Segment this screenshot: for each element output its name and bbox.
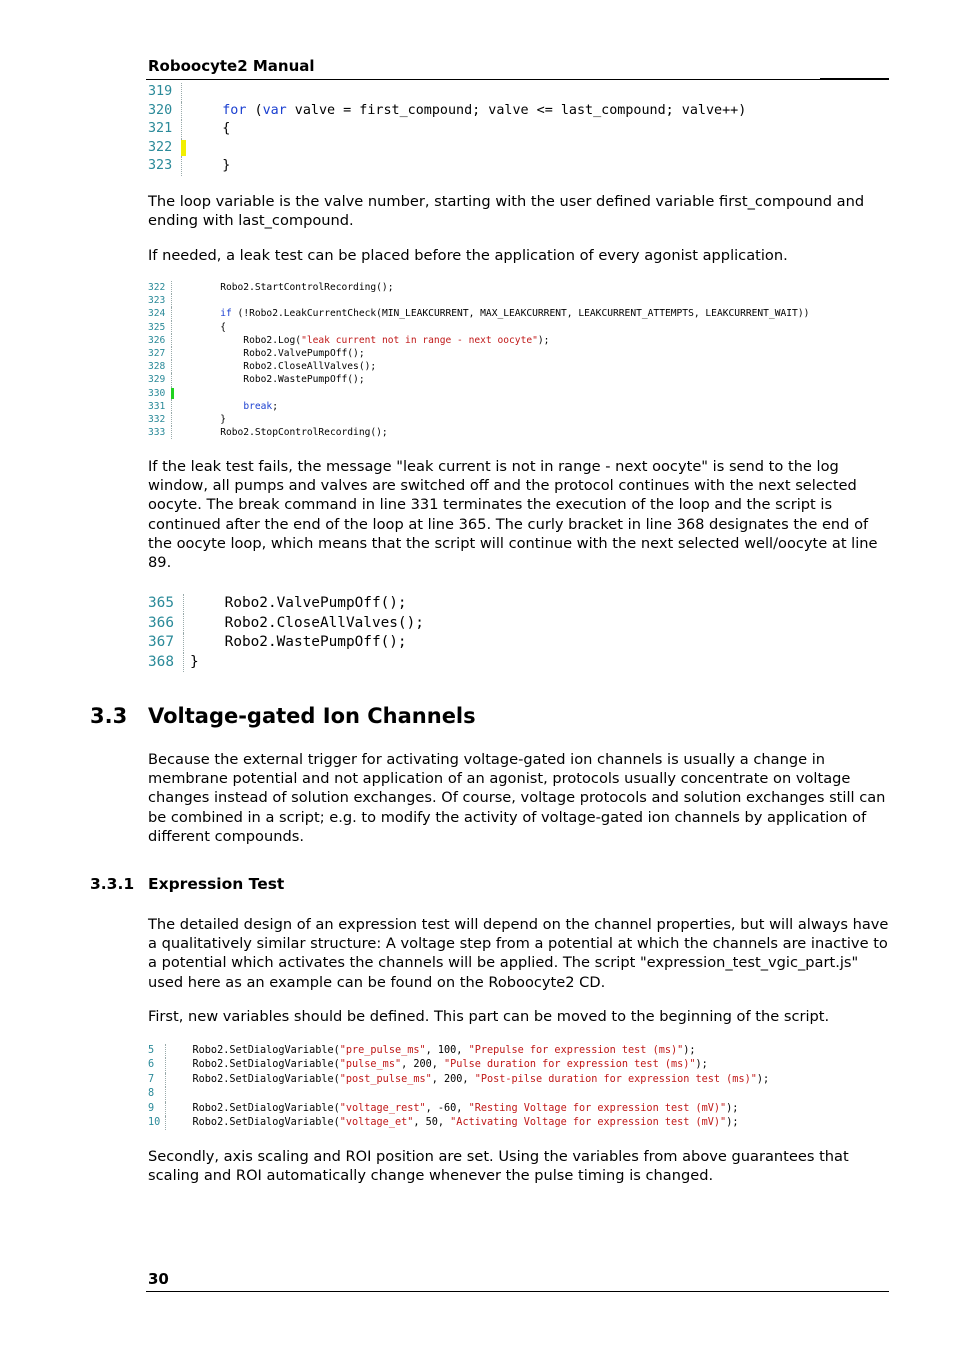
code-line xyxy=(148,139,746,158)
code-line xyxy=(148,633,424,653)
code-line xyxy=(148,387,809,400)
line-number: 322 xyxy=(148,282,166,293)
line-number: 5 xyxy=(148,1045,155,1056)
code-text: { xyxy=(190,121,231,136)
gutter-separator xyxy=(183,594,190,614)
gutter-separator xyxy=(183,653,190,673)
code-line xyxy=(148,1058,769,1072)
code-text: } xyxy=(190,653,199,670)
code-text: Robo2.Log("leak current not in range - next oocyte"); xyxy=(174,334,550,346)
line-number: 319 xyxy=(148,84,173,99)
paragraph-expression-test: The detailed design of an expression test will depend on the channel properties, but will always have a qualitatively similar structure: A voltage step from a potential at which the channels are inactive to a potential which activates the channels will be applied. The script "expression_test_vgic_part.js" used here as an example can be found on the Roboocyte2 CD. xyxy=(148,916,889,991)
code-line xyxy=(148,120,746,139)
gutter-separator xyxy=(181,83,190,102)
paragraph-leak-test-intro: If needed, a leak test can be placed before the application of every agonist application. xyxy=(148,247,788,264)
gutter-separator xyxy=(181,102,190,121)
paragraph-axis-scaling: Secondly, axis scaling and ROI position are set. Using the variables from above guarantees that scaling and ROI automatically change whenever the pulse timing is changed. xyxy=(148,1148,849,1185)
line-number: 331 xyxy=(148,400,166,412)
line-number: 367 xyxy=(148,634,174,650)
code-text: Robo2.SetDialogVariable("voltage_rest", -60, "Resting Voltage for expression test (mV)"); xyxy=(168,1102,739,1114)
code-line xyxy=(148,1073,769,1087)
paragraph-define-variables: First, new variables should be defined. This part can be moved to the beginning of the script. xyxy=(148,1008,830,1025)
code-text: Robo2.SetDialogVariable("voltage_et", 50, "Activating Voltage for expression test (mV)"); xyxy=(168,1117,739,1129)
code-line xyxy=(148,653,424,673)
line-number: 332 xyxy=(148,414,166,426)
code-line xyxy=(148,413,809,426)
code-line xyxy=(148,1044,769,1058)
code-line xyxy=(148,594,424,614)
code-text: break; xyxy=(243,400,278,412)
code-line xyxy=(148,281,809,294)
code-text: } xyxy=(174,414,226,426)
code-text: Robo2.SetDialogVariable("pulse_ms", 200, "Pulse duration for expression test (ms)"); xyxy=(168,1059,708,1071)
line-number: 325 xyxy=(148,321,166,333)
code-block-dialog-variables xyxy=(148,1044,769,1130)
line-number: 7 xyxy=(148,1073,155,1085)
code-text: Robo2.StopControlRecording(); xyxy=(174,427,388,439)
line-number: 328 xyxy=(148,361,166,373)
code-line xyxy=(148,360,809,373)
code-block-loop-end xyxy=(148,594,424,672)
code-text: Robo2.SetDialogVariable("post_pulse_ms", 200, "Post-pilse duration for expression test (ms)"); xyxy=(168,1073,770,1085)
subsection-number: 3.3.1 xyxy=(90,875,135,893)
code-text: Robo2.CloseAllValves(); xyxy=(190,614,424,631)
section-heading-3-3-1 xyxy=(90,875,284,893)
line-number: 10 xyxy=(148,1117,161,1129)
code-line xyxy=(148,334,809,347)
header-rule-accent xyxy=(820,78,889,80)
gutter-separator xyxy=(181,157,190,176)
line-number: 366 xyxy=(148,614,174,631)
code-line xyxy=(148,1087,769,1101)
section-number: 3.3 xyxy=(90,704,128,728)
code-line xyxy=(148,307,809,320)
code-line xyxy=(148,102,746,121)
code-line xyxy=(148,294,809,307)
line-number: 365 xyxy=(148,595,174,611)
gutter-separator xyxy=(183,614,190,634)
code-text: { xyxy=(174,321,226,333)
code-text: Robo2.SetDialogVariable("pre_pulse_ms", 100, "Prepulse for expression test (ms)"); xyxy=(168,1045,696,1056)
code-text: Robo2.WastePumpOff(); xyxy=(190,634,407,650)
code-block-leak-test xyxy=(148,281,809,439)
line-number: 8 xyxy=(148,1088,155,1100)
gutter-separator xyxy=(171,294,174,307)
code-line xyxy=(148,426,809,439)
paragraph-leak-test-explanation: If the leak test fails, the message "leak current is not in range - next oocyte" is send to the log window, all pumps and valves are switched off and the protocol continues with the next selected oocyte. The break command in line 331 terminates the execution of the loop and the script is continued after the end of the loop at line 365. The curly bracket in line 368 designates the end of the oocyte loop, which means that the script will continue with the next selected well/oocyte at line 89. xyxy=(148,458,878,572)
paragraph-loop-variable: The loop variable is the valve number, starting with the user defined variable first_compound and ending with last_compound. xyxy=(148,193,865,230)
line-number: 322 xyxy=(148,139,173,155)
section-heading-3-3 xyxy=(90,704,476,728)
code-text: Robo2.StartControlRecording(); xyxy=(174,282,394,293)
subsection-title: Expression Test xyxy=(148,875,285,893)
line-number: 321 xyxy=(148,121,173,136)
code-block-loop xyxy=(148,83,746,176)
header-rule xyxy=(146,79,889,80)
line-number: 323 xyxy=(148,295,166,307)
code-text: if (!Robo2.LeakCurrentCheck(MIN_LEAKCURRENT, MAX_LEAKCURRENT, LEAKCURRENT_ATTEMPTS, LEAKCURRENT_WAIT)) xyxy=(220,308,810,320)
line-number: 9 xyxy=(148,1102,155,1114)
line-number: 323 xyxy=(148,158,173,173)
line-number: 327 xyxy=(148,348,166,360)
code-line xyxy=(148,321,809,334)
code-text: Robo2.ValvePumpOff(); xyxy=(174,348,365,360)
code-text: } xyxy=(190,158,231,173)
code-line xyxy=(148,347,809,360)
code-line xyxy=(148,373,809,386)
gutter-separator xyxy=(165,1087,168,1101)
paragraph-voltage-gated-intro: Because the external trigger for activating voltage-gated ion channels is usually a change in membrane potential and not application of an agonist, protocols usually concentrate on voltage changes instead of solution exchanges. Of course, voltage protocols and solution exchanges still can be combined in a script; e.g. to modify the activity of voltage-gated ion channels by application of different compounds. xyxy=(148,751,886,845)
breakpoint-marker xyxy=(181,140,186,157)
line-number: 324 xyxy=(148,308,166,320)
code-text: Robo2.WastePumpOff(); xyxy=(174,374,365,386)
line-number: 326 xyxy=(148,334,166,346)
gutter-separator xyxy=(183,633,190,653)
running-header-title: Roboocyte2 Manual xyxy=(148,57,315,75)
page-number: 30 xyxy=(148,1270,169,1288)
code-line xyxy=(148,1116,769,1130)
code-text: for (var valve = first_compound; valve <= last_compound; valve++) xyxy=(222,102,747,118)
line-number: 320 xyxy=(148,102,173,118)
gutter-separator xyxy=(181,120,190,139)
footer-rule xyxy=(146,1291,889,1292)
line-number: 368 xyxy=(148,653,174,670)
code-line xyxy=(148,83,746,102)
line-number: 6 xyxy=(148,1059,155,1071)
code-line xyxy=(148,614,424,634)
line-number: 333 xyxy=(148,427,166,439)
code-line xyxy=(148,157,746,176)
breakpoint-marker xyxy=(171,388,174,399)
code-line xyxy=(148,1102,769,1116)
line-number: 329 xyxy=(148,374,166,386)
code-text: Robo2.CloseAllValves(); xyxy=(174,361,377,373)
section-title: Voltage-gated Ion Channels xyxy=(148,704,476,728)
line-number: 330 xyxy=(148,387,166,399)
code-text: Robo2.ValvePumpOff(); xyxy=(190,595,407,611)
code-line xyxy=(148,400,809,413)
